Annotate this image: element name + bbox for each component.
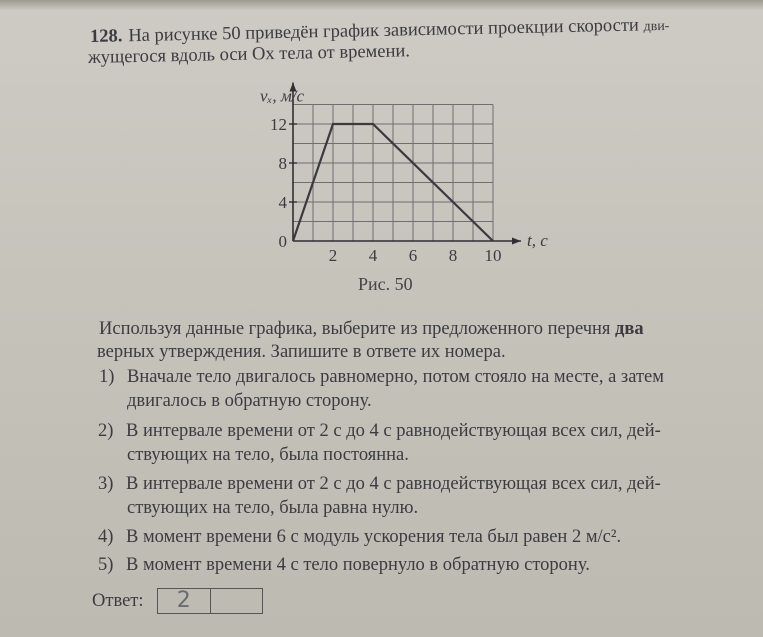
task-line-1 (99, 318, 644, 340)
y-axis-label: vₓ, м/с (260, 86, 304, 106)
answer-cell-1[interactable]: 2 (158, 589, 211, 613)
page-top-edge (0, 0, 763, 10)
answer-label: Ответ: (92, 591, 144, 611)
y-tick-label: 12 (270, 115, 287, 134)
option-4-number: 4) (98, 527, 114, 547)
option-4 (98, 526, 621, 548)
x-axis-label: t, c (527, 231, 548, 250)
option-1-number: 1) (99, 367, 115, 387)
answer-cell-2[interactable] (211, 589, 263, 613)
answer-box[interactable] (157, 588, 263, 614)
y-tick-label: 8 (278, 154, 287, 173)
option-1-cont (127, 390, 372, 412)
option-5-text-1: В момент времени 4 с тело повернуло в обратную сторону. (126, 555, 590, 575)
x-tick-label: 2 (328, 246, 338, 265)
y-tick-label: 4 (278, 193, 287, 212)
y-tick-label: 0 (278, 232, 287, 251)
option-5-number: 5) (98, 555, 114, 575)
option-1-text-2: двигалось в обратную сторону. (127, 391, 372, 411)
option-1 (99, 366, 664, 388)
problem-text-1-end: дви- (643, 18, 670, 35)
option-2 (98, 420, 661, 442)
x-tick-label: 10 (484, 246, 502, 265)
x-axis-arrow (512, 238, 521, 245)
option-3-number: 3) (98, 474, 114, 494)
option-2-cont (127, 444, 409, 466)
option-4-text-1: В момент времени 6 с модуль ускорения тела был равен 2 м/с². (126, 527, 622, 547)
task-text-1-end: два (615, 319, 644, 339)
option-1-text-1: Вначале тело двигалось равномерно, потом стояло на месте, а затем (127, 367, 664, 387)
x-tick-label: 4 (368, 246, 378, 265)
task-line-2 (97, 341, 506, 363)
task-text-1: Используя данные графика, выберите из предложенного перечня (99, 319, 611, 339)
option-2-text-1: В интервале времени от 2 с до 4 с равнодействующая всех сил, дей- (126, 421, 661, 441)
option-3-cont (127, 497, 418, 519)
figure-caption: Рис. 50 (358, 274, 413, 294)
option-3-text-1: В интервале времени от 2 с до 4 с равнодействующая всех сил, дей- (126, 474, 661, 494)
chart-grid (293, 105, 493, 242)
x-tick-label: 6 (408, 246, 418, 265)
option-2-text-2: ствующих на тело, была постоянна. (127, 445, 409, 465)
task-text-2: верных утверждения. Запишите в ответе их номера. (97, 342, 506, 362)
problem-text-1: На рисунке 50 приведён график зависимости проекции скорости (128, 15, 640, 47)
option-3 (98, 473, 661, 495)
velocity-time-chart (250, 76, 560, 266)
option-5 (98, 554, 590, 576)
problem-number: 128. (89, 26, 123, 47)
x-tick-label: 8 (448, 246, 458, 265)
option-2-number: 2) (98, 421, 114, 441)
option-3-text-2: ствующих на тело, была равна нулю. (127, 498, 419, 518)
problem-text-2: жущегося вдоль оси Ox тела от времени. (87, 41, 411, 68)
